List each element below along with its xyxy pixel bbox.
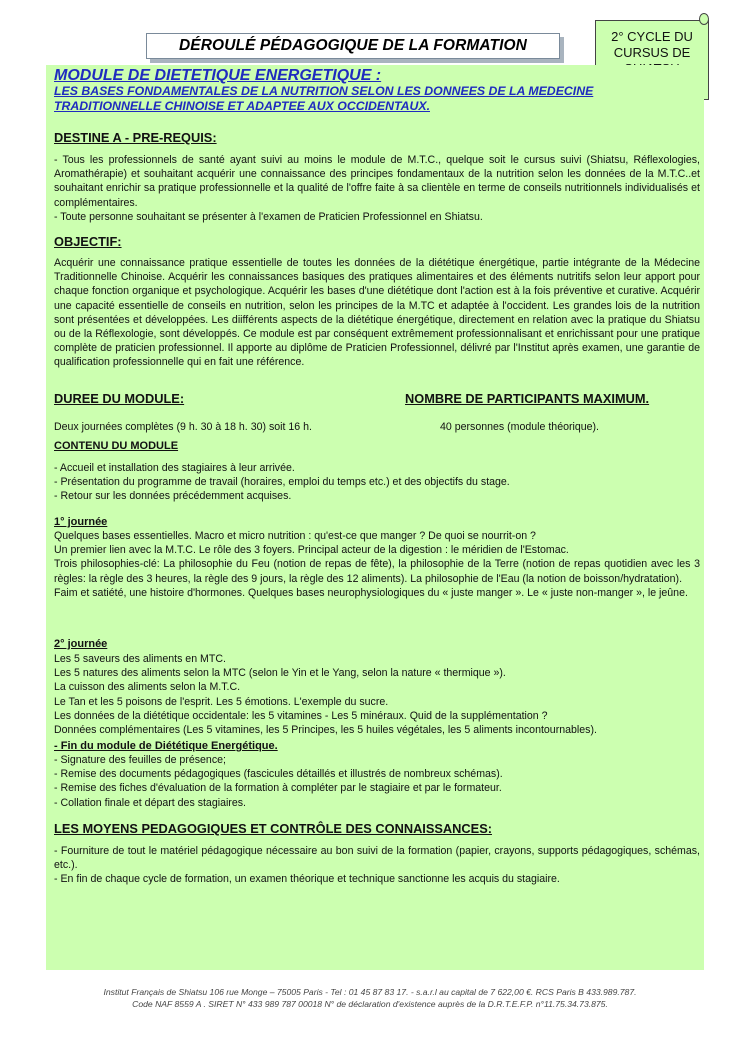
day2-line: Les 5 saveurs des aliments en MTC. (54, 653, 226, 665)
document-title-box (146, 33, 560, 59)
day1-line: Trois philosophies-clé: La philosophie du Feu (notion de repas de fête), la philosophie de la Terre (notion de repas quotidien avec les 3 règles: la règle des 3 heures, la règle des 9 jours, la règle des 12 aliments). La philosophie de l'Eau (la notion de boisson/hydratation). (54, 558, 700, 585)
scroll-curl-icon (699, 13, 709, 25)
objectif-text: Acquérir une connaissance pratique essentielle de toutes les données de la diététique énergétique, partie intégrante de la Médecine Traditionnelle Chinoise. Acquérir les connaissances basiques des pratiques alimentaires et des éléments nutritifs selon leur apport pour chaque fonction organique et psychologique. Acquérir les bases d'une diététique dont l'action est à la fois préventive et curative. Acquérir une capacité essentielle de conseils en nutrition, selon les principes de la M.TC et adaptée à l'occident. Les grandes lois de la nutrition sont présentées et développées. Les diifférents aspects de la diététique énergétique, directement en relation avec la pratique du Shiatsu ou de la Réflexologie, sont développés. Ce module est par conséquent extrêmement professionnalisant et enrichissant pour une pratique complète de praticien professionnel. Il apporte au diplôme de Praticien Professionnel, délivré par l'Institut après examen, une garantie de qualification professionnelle qui en fait une référence. (54, 257, 700, 369)
day1-line: Un premier lien avec la M.T.C. Le rôle des 3 foyers. Principal acteur de la digestion : le méridien de l'Estomac. (54, 544, 569, 557)
destine-heading: DESTINE A - PRE-REQUIS: (54, 130, 217, 145)
moyens-text (54, 844, 700, 887)
objectif-heading: OBJECTIF: (54, 234, 122, 249)
fin-line: - Collation finale et départ des stagiaires. (54, 796, 246, 809)
moyens-line: - Fourniture de tout le matériel pédagogique nécessaire au bon suivi de la formation (papier, crayons, supports pédagogiques, schémas, etc.). (54, 845, 700, 872)
moyens-heading: LES MOYENS PEDAGOGIQUES ET CONTRÔLE DES CONNAISSANCES: (54, 821, 492, 836)
contenu-heading: CONTENU DU MODULE (54, 440, 179, 452)
destine-line: - Tous les professionnels de santé ayant suivi au moins le module de M.T.C., quelque soit le cursus suivi (Shiatsu, Réflexologies, Aromathérapie) et souhaitant acquérir une connaissance des principes fondamentaux de la nutrition selon les données de la M.T.C..et souhaitant enrichir sa pratique professionnelle et la qualité de l'offre faite à sa clientèle en terme de conseils nutritionnels individualisés et complémentaires. (54, 154, 700, 209)
duree-value: Deux journées complètes (9 h. 30 à 18 h. 30) soit 16 h. (54, 421, 312, 433)
participants-value: 40 personnes (module théorique). (440, 421, 600, 433)
day2-line: Données complémentaires (Les 5 vitamines, les 5 Principes, les 5 huiles végétales, les 5 aliments incontournables). (54, 724, 597, 737)
destine-text (54, 153, 700, 224)
day1-text (54, 529, 700, 600)
module-title: MODULE DE DIETETIQUE ENERGETIQUE : (54, 67, 382, 84)
duree-heading: DUREE DU MODULE: (54, 391, 185, 406)
footer-line: Institut Français de Shiatsu 106 rue Monge – 75005 Paris - Tel : 01 45 87 83 17. - s.a.r.l au capital de 7 622,00 €. RCS Paris B 433.989.787. (103, 987, 637, 997)
fin-text (54, 753, 700, 810)
intro-line: - Accueil et installation des stagiaires à leur arrivée. (54, 462, 295, 474)
day2-line: La cuisson des aliments selon la M.T.C. (54, 681, 241, 694)
day1-heading: 1° journée (54, 516, 108, 528)
moyens-line: - En fin de chaque cycle de formation, un examen théorique et technique sanctionne les acquis du stagiaire. (54, 873, 560, 886)
destine-line: - Toute personne souhaitant se présenter à l'examen de Praticien Professionnel en Shiatsu. (54, 210, 483, 223)
day2-line: Les données de la diététique occidentale: les 5 vitamines - Les 5 minéraux. Quid de la supplémentation ? (54, 709, 548, 722)
footer-line: Code NAF 8559 A . SIRET N° 433 989 787 00018 N° de déclaration d'existence auprès de la D.R.T.E.F.P. n°11.75.34.73.875. (132, 999, 608, 1009)
day2-text (54, 652, 700, 737)
participants-heading: NOMBRE DE PARTICIPANTS MAXIMUM. (405, 391, 650, 406)
fin-heading: - Fin du module de Diététique Energétique. (54, 740, 278, 752)
intro-line: - Retour sur les données précédemment acquises. (54, 490, 292, 503)
document-title: DÉROULÉ PÉDAGOGIQUE DE LA FORMATION (179, 37, 527, 54)
badge-line: 2° CYCLE DU (611, 29, 693, 44)
day1-line: Faim et satiété, une histoire d'hormones. Quelques bases neurophysiologiques du « juste manger ». Le « juste non-manger », le jeûne. (54, 586, 688, 599)
fin-line: - Remise des fiches d'évaluation de la formation à compléter par le stagiaire et par le formateur. (54, 782, 502, 795)
intro-line: - Présentation du programme de travail (horaires, emploi du temps etc.) et des objectifs du stage. (54, 476, 510, 489)
module-subtitle: LES BASES FONDAMENTALES DE LA NUTRITION SELON LES DONNEES DE LA MEDECINE TRADITIONNELLE CHINOISE ET ADAPTEE AUX OCCIDENTAUX. (54, 84, 594, 113)
day2-line: Les 5 natures des aliments selon la MTC (selon le Yin et le Yang, selon la nature « thermique »). (54, 667, 506, 680)
footer (0, 986, 740, 1010)
day1-line: Quelques bases essentielles. Macro et micro nutrition : qu'est-ce que manger ? De quoi se nourrit-on ? (54, 530, 536, 542)
fin-line: - Remise des documents pédagogiques (fascicules détaillés et illustrés de nombreux schémas). (54, 768, 503, 781)
day2-line: Le Tan et les 5 poisons de l'esprit. Les 5 émotions. L'exemple du sucre. (54, 695, 389, 708)
fin-line: - Signature des feuilles de présence; (54, 754, 226, 766)
badge-line: CURSUS DE (613, 45, 691, 60)
contenu-intro (54, 461, 700, 504)
day2-heading: 2° journée (54, 638, 108, 650)
